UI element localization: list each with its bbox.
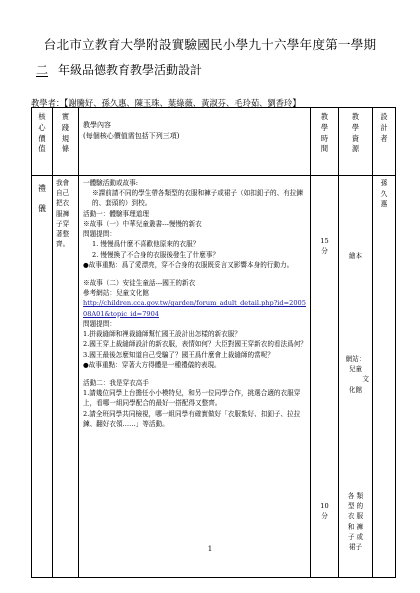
content-line: 活動二：我是穿衣高手 xyxy=(83,378,149,387)
content-line: ※課前請不同的學生帶各類型的衣服和褲子或裙子（如扣釦子的、有拉鍊的、套頭的）到校。 xyxy=(92,189,303,208)
content-line: 2.國王穿上裁縫師設計的新衣服，表情如何？大臣對國王穿新衣的看法爲何？ xyxy=(83,340,307,349)
content-line: 問題提問： xyxy=(83,230,116,239)
content-cell xyxy=(79,176,311,578)
resource-book: 繪本 xyxy=(348,252,363,260)
content-line: 2.請全班同學共同檢視，哪一組同學有確實做好「衣服紮好、扣釦子、拉拉鍊、翻好衣領……」等活動。 xyxy=(83,409,301,428)
header-practice-rule: 實 踐 規 條 xyxy=(53,108,79,176)
content-line: 參考網站：兒童文化館 xyxy=(83,289,149,298)
document-subtitle xyxy=(30,61,202,78)
header-time: 教 學 時 間 xyxy=(311,108,339,176)
grade-field: 二 xyxy=(36,63,49,77)
designer-cell: 孫 久 惠 xyxy=(373,176,396,578)
content-line: 1.拼裁縫師和裡裁縫師幫忙國王設計出怎樣的新衣服？ xyxy=(83,330,241,339)
header-content xyxy=(79,108,311,176)
table-body-row xyxy=(32,176,396,578)
content-line: 2. 慢慢換了不合身的衣服後發生了什麼事？ xyxy=(92,250,220,259)
header-designer: 設 計 者 xyxy=(373,108,396,176)
resource-clothes: 各 類 型 的 衣 服 和 褲 子 或 裙子 xyxy=(347,492,364,552)
content-line: 一體驗活動或故事: xyxy=(83,179,138,187)
document-title: 台北市立教育大學附設實驗國民小學九十六學年度第一學期 xyxy=(43,37,377,52)
content-line: 活動一：體驗事理道理 xyxy=(83,209,149,218)
time-2: 10 分 xyxy=(320,502,329,521)
content-line: ※故事（二）安徒生童話---國王的新衣 xyxy=(83,278,196,287)
content-line: ※故事（一）中華兒童叢書---慢慢的新衣 xyxy=(83,219,202,228)
header-resources: 教 學 資 源 xyxy=(339,108,373,176)
header-core-value: 核 心 價 值 xyxy=(32,108,53,176)
header-content-title: 教學內容 xyxy=(83,121,111,129)
content-line: 問題提問： xyxy=(83,319,116,328)
core-value-cell: 禮 儀 xyxy=(32,176,53,578)
resources-cell xyxy=(339,176,373,578)
time-1: 15 分 xyxy=(320,237,329,256)
table-header-row xyxy=(32,108,396,176)
lesson-plan-table xyxy=(31,107,396,578)
subtitle-text: 年級品德教育教學活動設計 xyxy=(58,63,203,77)
content-line: ●故事重點：穿著大方得體是一種禮儀的表現。 xyxy=(83,360,221,369)
content-line: 3.國王最後怎麼知道自己受騙了？國王爲什麼會上裁縫師的當呢？ xyxy=(83,350,274,359)
resource-website: 網站： 兒童 文 化館 xyxy=(345,355,369,394)
reference-link[interactable]: http://children.cca.gov.tw/garden/forum_adult_detail.php?id=200508A01&topic_id=7904 xyxy=(83,299,306,318)
header-content-sub: (每個核心價值需包括下列三項) xyxy=(83,132,180,141)
content-line: ●故事重點：爲了愛漂亮，穿不合身的衣服既妥言又影響本身的行動力。 xyxy=(83,260,294,269)
content-line: 1.請幾位同學上台擔任小小模特兒，和另一位同學合作，挑選合適的衣服穿上，看哪一組同學配合的最好一搭配得又整齊。 xyxy=(83,389,301,408)
page-number: 1 xyxy=(207,545,213,553)
content-line: 1. 慢慢爲什麼不喜歡他原來的衣服？ xyxy=(92,240,200,249)
teacher-list: 教學者：【謝騰好、孫久惠、陳玉珠、葉綠薇、黃淑芬、毛玲茹、劉香玲】 xyxy=(31,98,301,108)
practice-rule-cell: 我會 自己 把衣 服褲 子穿 著整 齊。 xyxy=(53,176,79,578)
time-cell xyxy=(311,176,339,578)
